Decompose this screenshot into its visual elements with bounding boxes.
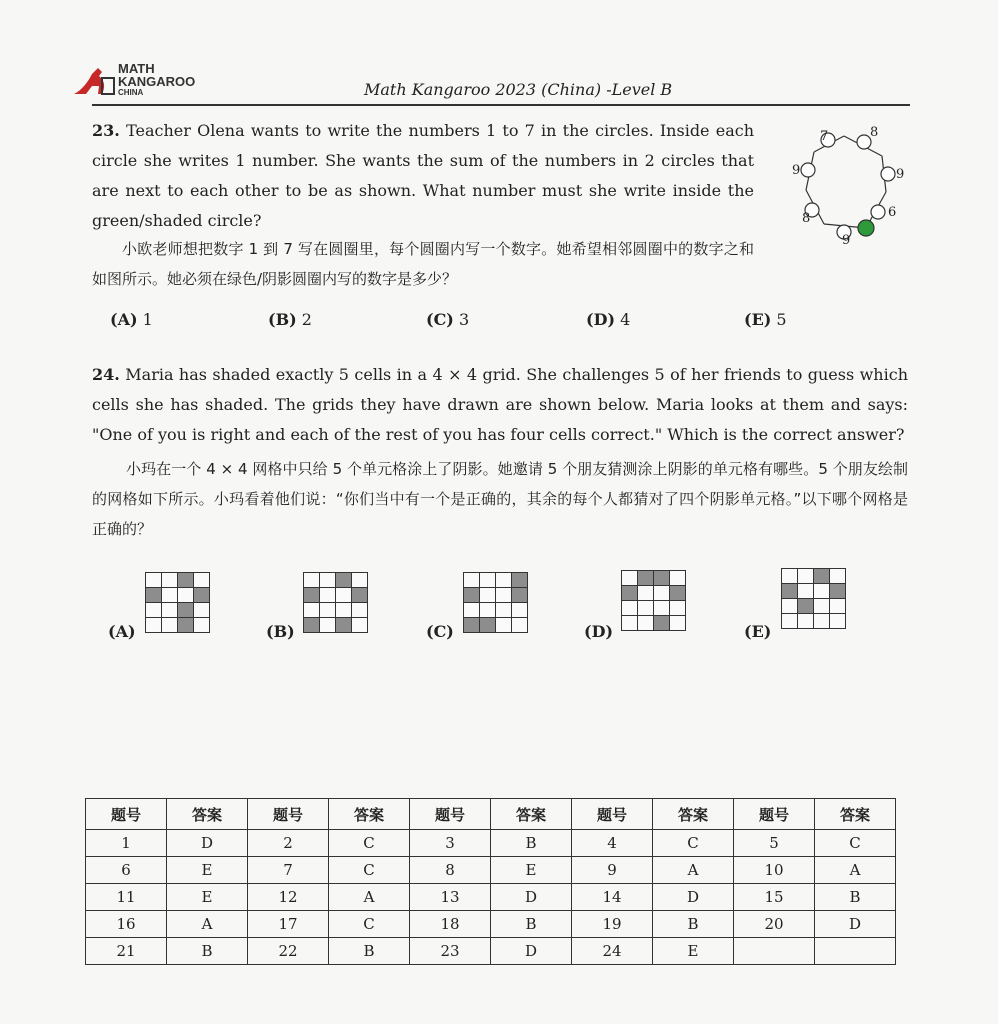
ring-circle: [857, 135, 871, 149]
grid-cell: [320, 573, 336, 588]
circle-ring-diagram: [780, 112, 920, 252]
table-cell: 5: [734, 830, 815, 857]
grid-cell: [336, 588, 352, 603]
logo-line-kangaroo: KANGAROO: [118, 74, 196, 89]
table-cell: D: [491, 884, 572, 911]
grid-cell: [162, 573, 178, 588]
table-row: [86, 911, 896, 938]
grid-cell: [638, 616, 654, 631]
grid-4x4: [145, 572, 210, 633]
ring-circle: [881, 167, 895, 181]
table-header-cell: 答案: [491, 799, 572, 830]
table-row: [86, 830, 896, 857]
table-cell: 6: [86, 857, 167, 884]
option-value: 5: [771, 310, 787, 329]
grid-4x4: [781, 568, 846, 629]
grid-cell-shaded: [512, 588, 528, 603]
grid-cell: [670, 616, 686, 631]
table-header-cell: 答案: [653, 799, 734, 830]
grid-cell: [352, 573, 368, 588]
grid-cell: [352, 618, 368, 633]
table-cell: E: [167, 857, 248, 884]
grid-cell: [496, 588, 512, 603]
table-cell: 3: [410, 830, 491, 857]
grid-cell: [638, 601, 654, 616]
table-cell: 22: [248, 938, 329, 965]
grid-cell: [304, 573, 320, 588]
table-cell: A: [653, 857, 734, 884]
option-value: 1: [137, 310, 153, 329]
table-cell: B: [167, 938, 248, 965]
question-23-number: 23.: [92, 121, 120, 140]
grid-cell: [798, 614, 814, 629]
ring-shaded-circle: [858, 220, 874, 236]
grid-cell: [782, 614, 798, 629]
grid-cell: [320, 618, 336, 633]
table-cell: 12: [248, 884, 329, 911]
table-cell: B: [491, 830, 572, 857]
table-cell: 14: [572, 884, 653, 911]
grid-cell: [830, 599, 846, 614]
table-cell: 10: [734, 857, 815, 884]
grid-cell: [830, 569, 846, 584]
table-cell: B: [653, 911, 734, 938]
grid-cell: [496, 618, 512, 633]
grid-cell: [814, 599, 830, 614]
grid-4x4: [463, 572, 528, 633]
grid-cell: [320, 603, 336, 618]
grid-option-letter: (A): [108, 622, 136, 641]
grid-cell: [496, 603, 512, 618]
grid-cell: [464, 573, 480, 588]
grid-cell-shaded: [512, 573, 528, 588]
question-24-english: [92, 360, 908, 450]
option-value: 3: [453, 310, 470, 329]
option-e: [744, 310, 787, 329]
table-cell: 13: [410, 884, 491, 911]
table-header-cell: 答案: [167, 799, 248, 830]
logo-line-math: MATH: [118, 61, 155, 76]
table-cell: B: [815, 884, 896, 911]
option-c: [426, 310, 469, 329]
ring-sum-label: 6: [888, 205, 897, 220]
grid-4x4: [621, 570, 686, 631]
table-header-cell: 题号: [410, 799, 491, 830]
table-header-cell: 答案: [815, 799, 896, 830]
option-letter: (E): [744, 310, 772, 329]
question-23-options: [110, 310, 810, 334]
table-header-cell: 题号: [734, 799, 815, 830]
grid-cell: [622, 571, 638, 586]
grid-option-letter: (C): [426, 622, 454, 641]
grid-cell-shaded: [178, 573, 194, 588]
question-23-chinese: 小欧老师想把数字 1 到 7 写在圆圈里，每个圆圈内写一个数字。她希望相邻圆圈中的数字之和如图所示。她必须在绿色/阴影圆圈内写的数字是多少？: [92, 240, 754, 288]
table-cell: C: [329, 830, 410, 857]
table-cell: 11: [86, 884, 167, 911]
question-24-text: Maria has shaded exactly 5 cells in a 4 × 4 grid. She challenges 5 of her friends to guess which cells she has shaded. The grids they have drawn are shown below. Maria looks at them and says: "One of you is right and each of the rest of you has four cells correct." Which is the correct answer?: [92, 365, 908, 444]
table-cell: A: [329, 884, 410, 911]
table-cell: [734, 938, 815, 965]
header-divider: [92, 104, 910, 106]
ring-circle: [871, 205, 885, 219]
grid-cell-shaded: [654, 616, 670, 631]
grid-cell-shaded: [464, 618, 480, 633]
logo-text: [118, 62, 195, 97]
table-cell: A: [167, 911, 248, 938]
question-23-english: [92, 116, 754, 236]
answer-key-table: [85, 798, 896, 965]
table-cell: 7: [248, 857, 329, 884]
ring-sum-label: 9: [842, 233, 851, 248]
grid-cell: [798, 584, 814, 599]
table-cell: 23: [410, 938, 491, 965]
grid-cell-shaded: [830, 584, 846, 599]
table-row: [86, 884, 896, 911]
table-cell: D: [815, 911, 896, 938]
option-b: [268, 310, 312, 329]
grid-cell: [670, 601, 686, 616]
grid-cell-shaded: [798, 599, 814, 614]
grid-cell: [654, 601, 670, 616]
grid-cell: [496, 573, 512, 588]
math-kangaroo-logo: [72, 58, 212, 102]
option-d: [586, 310, 630, 329]
table-cell: E: [653, 938, 734, 965]
page-title: Math Kangaroo 2023 (China) -Level B: [364, 80, 673, 99]
table-header-row: [86, 799, 896, 830]
grid-cell-shaded: [480, 618, 496, 633]
table-cell: C: [329, 911, 410, 938]
table-header-cell: 答案: [329, 799, 410, 830]
logo-line-china: CHINA: [118, 88, 144, 97]
table-cell: C: [653, 830, 734, 857]
option-letter: (B): [268, 310, 297, 329]
kangaroo-icon: [72, 64, 118, 98]
grid-cell: [194, 618, 210, 633]
grid-cell: [162, 603, 178, 618]
ring-sum-label: 9: [896, 167, 905, 182]
grid-cell-shaded: [352, 588, 368, 603]
option-a: [110, 310, 153, 329]
table-cell: D: [167, 830, 248, 857]
table-row: [86, 857, 896, 884]
option-value: 4: [615, 310, 631, 329]
grid-cell-shaded: [146, 588, 162, 603]
table-cell: [815, 938, 896, 965]
option-letter: (C): [426, 310, 454, 329]
table-cell: E: [491, 857, 572, 884]
grid-cell-shaded: [464, 588, 480, 603]
ring-sum-label: 8: [870, 125, 879, 140]
grid-cell: [670, 571, 686, 586]
grid-cell: [654, 586, 670, 601]
ring-circle: [801, 163, 815, 177]
grid-cell-shaded: [638, 571, 654, 586]
grid-cell-shaded: [336, 573, 352, 588]
grid-cell: [798, 569, 814, 584]
question-23-text: Teacher Olena wants to write the numbers 1 to 7 in the circles. Inside each circle she writes 1 number. She wants the sum of the numbers in 2 circles that are next to each other to be as shown. What number must she write inside the green/shaded circle?: [92, 121, 755, 230]
grid-cell: [336, 603, 352, 618]
grid-option-letter: (B): [266, 622, 295, 641]
grid-cell: [146, 573, 162, 588]
table-cell: 20: [734, 911, 815, 938]
option-value: 2: [296, 310, 312, 329]
table-cell: D: [491, 938, 572, 965]
grid-cell: [512, 618, 528, 633]
grid-cell-shaded: [304, 588, 320, 603]
table-cell: E: [167, 884, 248, 911]
table-cell: A: [815, 857, 896, 884]
grid-cell: [622, 601, 638, 616]
ring-sum-label: 9: [792, 163, 801, 178]
grid-cell: [480, 573, 496, 588]
grid-cell: [782, 599, 798, 614]
table-cell: 15: [734, 884, 815, 911]
ring-sum-label: 8: [802, 211, 811, 226]
table-row: [86, 938, 896, 965]
grid-cell: [622, 616, 638, 631]
question-24-chinese: 小玛在一个 4 × 4 网格中只给 5 个单元格涂上了阴影。她邀请 5 个朋友猜测涂上阴影的单元格有哪些。5 个朋友绘制的网格如下所示。小玛看着他们说：“你们当中有一个是正确的，其余的每个人都猜对了四个阴影单元格。”以下哪个网格是正确的？: [92, 460, 908, 538]
grid-cell: [464, 603, 480, 618]
table-header-cell: 题号: [248, 799, 329, 830]
grid-cell-shaded: [336, 618, 352, 633]
table-header-cell: 题号: [86, 799, 167, 830]
table-cell: 21: [86, 938, 167, 965]
grid-cell: [352, 603, 368, 618]
option-letter: (A): [110, 310, 138, 329]
grid-cell-shaded: [814, 569, 830, 584]
grid-cell: [162, 588, 178, 603]
grid-cell: [814, 584, 830, 599]
table-cell: 4: [572, 830, 653, 857]
grid-cell: [162, 618, 178, 633]
grid-cell-shaded: [782, 584, 798, 599]
question-24-number: 24.: [92, 365, 120, 384]
grid-cell: [512, 603, 528, 618]
grid-cell-shaded: [178, 603, 194, 618]
table-cell: 1: [86, 830, 167, 857]
ring-sum-label: 7: [820, 129, 829, 144]
grid-cell: [178, 588, 194, 603]
table-cell: 19: [572, 911, 653, 938]
table-cell: C: [329, 857, 410, 884]
grid-cell: [146, 603, 162, 618]
grid-cell: [830, 614, 846, 629]
grid-cell: [146, 618, 162, 633]
grid-cell: [194, 603, 210, 618]
table-cell: 2: [248, 830, 329, 857]
table-cell: 24: [572, 938, 653, 965]
table-cell: C: [815, 830, 896, 857]
grid-cell: [194, 573, 210, 588]
grid-cell: [304, 603, 320, 618]
grid-option-letter: (E): [744, 622, 772, 641]
option-letter: (D): [586, 310, 616, 329]
grid-cell-shaded: [304, 618, 320, 633]
grid-cell: [782, 569, 798, 584]
table-cell: 8: [410, 857, 491, 884]
table-cell: 16: [86, 911, 167, 938]
grid-4x4: [303, 572, 368, 633]
grid-cell-shaded: [194, 588, 210, 603]
table-cell: B: [491, 911, 572, 938]
grid-option-letter: (D): [584, 622, 614, 641]
ring-svg: [780, 112, 920, 252]
table-cell: B: [329, 938, 410, 965]
grid-cell: [814, 614, 830, 629]
grid-cell: [320, 588, 336, 603]
grid-cell: [480, 603, 496, 618]
grid-cell-shaded: [622, 586, 638, 601]
grid-cell: [638, 586, 654, 601]
grid-cell-shaded: [178, 618, 194, 633]
table-cell: D: [653, 884, 734, 911]
grid-cell-shaded: [654, 571, 670, 586]
table-cell: 17: [248, 911, 329, 938]
table-cell: 18: [410, 911, 491, 938]
table-cell: 9: [572, 857, 653, 884]
grid-cell: [480, 588, 496, 603]
table-header-cell: 题号: [572, 799, 653, 830]
grid-cell-shaded: [670, 586, 686, 601]
